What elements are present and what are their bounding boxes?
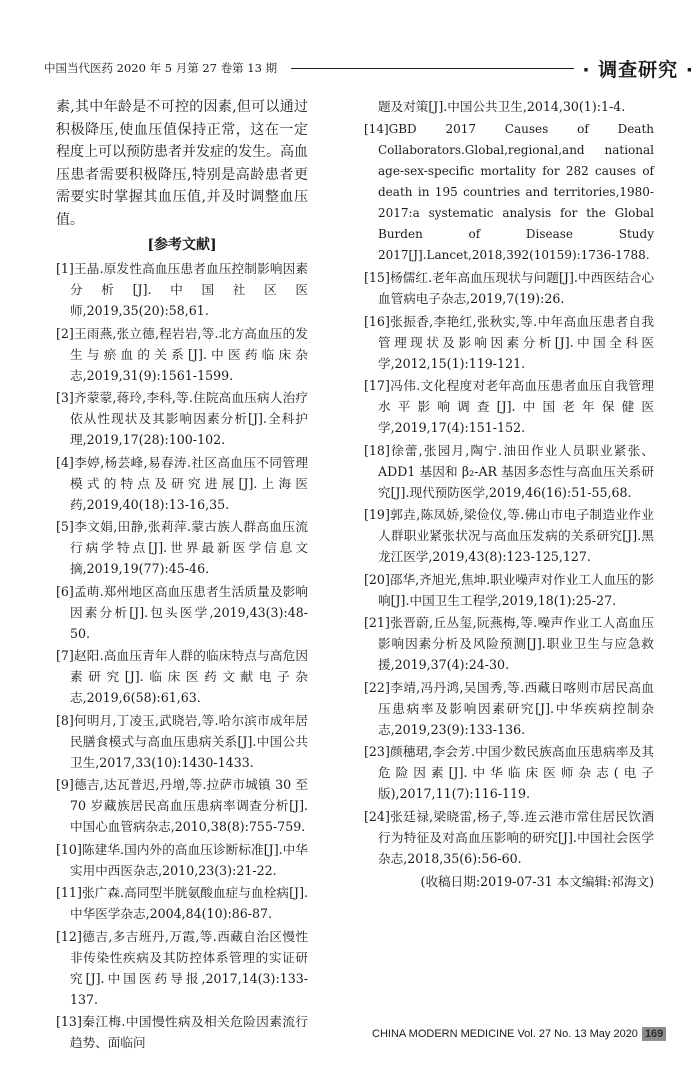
reference-item: [2]王雨燕,张立德,程岩岩,等.北方高血压的发生与瘀血的关系[J].中医药临床杂志,2019,31(9):1561-1599. [56,325,308,383]
reference-item: [22]李靖,冯丹鸿,吴国秀,等.西藏日喀则市居民高血压患病率及影响因素研究[J].中华疾病控制杂志,2019,23(9):133-136. [364,679,654,737]
closing-paragraph: 素,其中年龄是不可控的因素,但可以通过积极降压,使血压值保持正常，这在一定程度上可以预防患者并发症的发生。高血压患者需要积极降压,特别是高龄患者更需要实时掌握其血压值,并及时调整血压值。 [56,99,308,228]
page-header [44,54,694,82]
reference-item: [17]冯伟.文化程度对老年高血压患者血压自我管理水平影响调查[J].中国老年保健医学,2019,17(4):151-152. [364,378,654,435]
reference-item: [19]郭垚,陈凤娇,梁俭仪,等.佛山市电子制造业作业人群职业紧张状况与高血压发病的关系研究[J].黑龙江医学,2019,43(8):123-125,127. [364,507,654,564]
reference-item: [6]孟萌.郑州地区高血压患者生活质量及影响因素分析[J].包头医学,2019,43(3):48-50. [56,583,308,641]
footer-citation: CHINA MODERN MEDICINE Vol. 27 No. 13 May 2020 [372,1028,638,1040]
reference-item: [13]秦江梅.中国慢性病及相关危险因素流行趋势、面临问 [56,1014,308,1050]
reference-item: [15]杨儒红.老年高血压现状与问题[J].中西医结合心血管病电子杂志,2019,7(19):26. [364,270,654,306]
page-footer [372,1027,666,1041]
left-column [56,96,308,1055]
reference-item: [9]德吉,达瓦普迟,丹增,等.拉萨市城镇 30 至 70 岁藏族居民高血压患病率调查分析[J].中国心血管病杂志,2010,38(8):755-759. [56,777,308,834]
reference-item: [16]张振香,李艳红,张秋实,等.中年高血压患者自我管理现状及影响因素分析[J].中国全科医学,2012,15(1):119-121. [364,313,654,371]
received-date-editor: (收稿日期:2019-07-31 本文编辑:祁海文) [420,873,654,889]
right-column [364,96,654,892]
reference-item: [10]陈建华.国内外的高血压诊断标准[J].中华实用中西医杂志,2010,23(3):21-22. [56,841,308,878]
reference-item: [3]齐蒙蒙,蒋玲,李科,等.住院高血压病人治疗依从性现状及其影响因素分析[J].全科护理,2019,17(28):100-102. [56,390,308,447]
reference-item: [8]何明月,丁凌玉,武晓岩,等.哈尔滨市成年居民膳食模式与高血压患病关系[J].中国公共卫生,2017,33(10):1430-1433. [56,712,308,770]
reference-item: [21]张晋蔚,丘丛玺,阮燕梅,等.噪声作业工人高血压影响因素分析及风险预测[J].职业卫生与应急救援,2019,37(4):24-30. [364,615,654,672]
reference-item: [23]颜穗珺,李会芳.中国少数民族高血压患病率及其危险因素[J].中华临床医师杂志(电子版),2017,11(7):116-119. [364,744,654,801]
reference-item: [1]王晶.原发性高血压患者血压控制影响因素分析[J].中国社区医师,2019,35(20):58,61. [56,261,308,318]
journal-issue: 中国当代医药 2020 年 5 月第 27 卷第 13 期 [44,61,278,75]
reference-item: [7]赵阳.高血压青年人群的临床特点与高危因素研究[J].临床医药文献电子杂志,2019,6(58):61,63. [56,648,308,705]
reference-item: [20]邵华,齐旭光,焦坤.职业噪声对作业工人血压的影响[J].中国卫生工程学,2019,18(1):25-27. [364,571,654,608]
reference-continuation: 题及对策[J].中国公共卫生,2014,30(1):1-4. [378,99,626,114]
reference-item: [18]徐蕾,张园月,陶宁.油田作业人员职业紧张、ADD1 基因和 β₂-AR 基因多态性与高血压关系研究[J].现代预防医学,2019,46(16):51-55,68. [364,442,654,500]
reference-item: [24]张廷禄,梁晓雷,杨子,等.连云港市常住居民饮酒行为特征及对高血压影响的研究[J].中国社会医学杂志,2018,35(6):56-60. [364,808,654,866]
reference-item: [5]李文娟,田静,张莉萍.蒙古族人群高血压流行病学特点[J].世界最新医学信息文摘,2019,19(77):45-46. [56,519,308,576]
reference-item: [4]李婷,杨芸峰,易春涛.社区高血压不同管理模式的特点及研究进展[J].上海医药,2019,40(18):13-16,35. [56,454,308,512]
page-number: 169 [642,1027,666,1041]
references-heading: [参考文献] [147,237,217,253]
reference-item: [11]张广森.高同型半胱氨酸血症与血栓病[J].中华医学杂志,2004,84(10):86-87. [56,885,308,921]
reference-item: [14]GBD 2017 Causes of Death Collaborators.Global,regional,and national age-sex-specific mortality for 282 causes of death in 195 countries and territories,1980-2017:a systematic analysis for the Global Burden of Disease Study 2017[J].Lancet,2018,392(10159):1736-1788. [364,121,654,262]
section-title: · 调查研究 · [582,58,694,81]
reference-item: [12]德吉,多吉班丹,万霞,等.西藏自治区慢性非传染性疾病及其防控体系管理的实证研究[J].中国医药导报,2017,14(3):133-137. [56,928,308,1007]
header-rule [291,68,574,69]
